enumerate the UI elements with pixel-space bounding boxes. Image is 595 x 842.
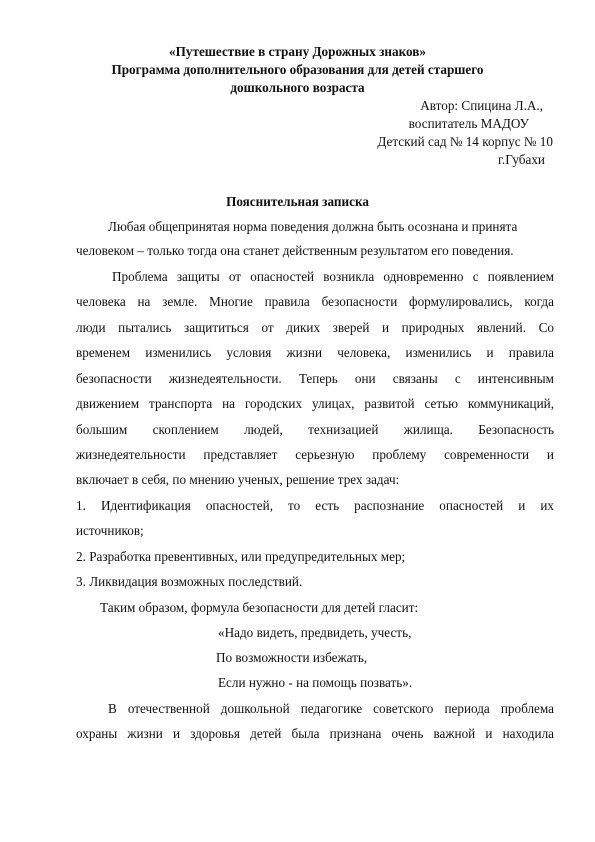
paragraph-line: жизнедеятельности представляет серьезную проблему современности и <box>76 447 554 462</box>
list-item: 3. Ликвидация возможных последствий. <box>76 574 303 589</box>
program-subtitle-line2: дошкольного возраста <box>230 80 365 95</box>
quote-line: Если нужно - на помощь позвать». <box>218 675 413 690</box>
paragraph-line: безопасности жизнедеятельности. Теперь они связаны с интенсивным <box>76 371 554 386</box>
city-line: г.Губахи <box>498 152 545 167</box>
paragraph-line: Любая общепринятая норма поведения должна быть осознана и принята <box>108 219 518 234</box>
paragraph-line: включает в себя, по мнению ученых, решение трех задач: <box>76 472 400 487</box>
paragraph-line: человеком – только тогда она станет действенным результатом его поведения. <box>76 243 514 258</box>
list-item: 1. Идентификация опасностей, то есть распознание опасностей и их <box>76 498 554 513</box>
paragraph-line: большим скоплением людей, технизацией жилища. Безопасность <box>76 422 554 437</box>
paragraph-line: движением транспорта на городских улицах, развитой сетью коммуникаций, <box>76 396 554 411</box>
paragraph-line: В отечественной дошкольной педагогике советского периода проблема <box>108 701 554 716</box>
paragraph-line: Проблема защиты от опасностей возникла одновременно с появлением <box>112 269 554 284</box>
document-title: «Путешествие в страну Дорожных знаков» <box>169 44 426 59</box>
paragraph-line: люди пытались защититься от диких зверей и природных явлений. Со <box>76 320 554 335</box>
paragraph-line: временем изменились условия жизни человека, изменились и правила <box>76 345 554 360</box>
position-line: воспитатель МАДОУ <box>408 116 529 131</box>
institution-line: Детский сад № 14 корпус № 10 <box>377 134 553 149</box>
list-item: 2. Разработка превентивных, или предупредительных мер; <box>76 549 406 564</box>
quote-line: «Надо видеть, предвидеть, учесть, <box>218 625 412 640</box>
list-item-continuation: источников; <box>76 523 144 538</box>
paragraph-line: охраны жизни и здоровья детей была признана очень важной и находила <box>76 726 554 741</box>
section-heading: Пояснительная записка <box>226 194 369 209</box>
paragraph-line: Таким образом, формула безопасности для детей гласит: <box>100 600 419 615</box>
paragraph-line: человека на земле. Многие правила безопасности формулировались, когда <box>76 294 554 309</box>
author-line: Автор: Спицина Л.А., <box>420 98 543 113</box>
program-subtitle-line1: Программа дополнительного образования для детей старшего <box>111 62 484 77</box>
quote-line: По возможности избежать, <box>216 650 368 665</box>
